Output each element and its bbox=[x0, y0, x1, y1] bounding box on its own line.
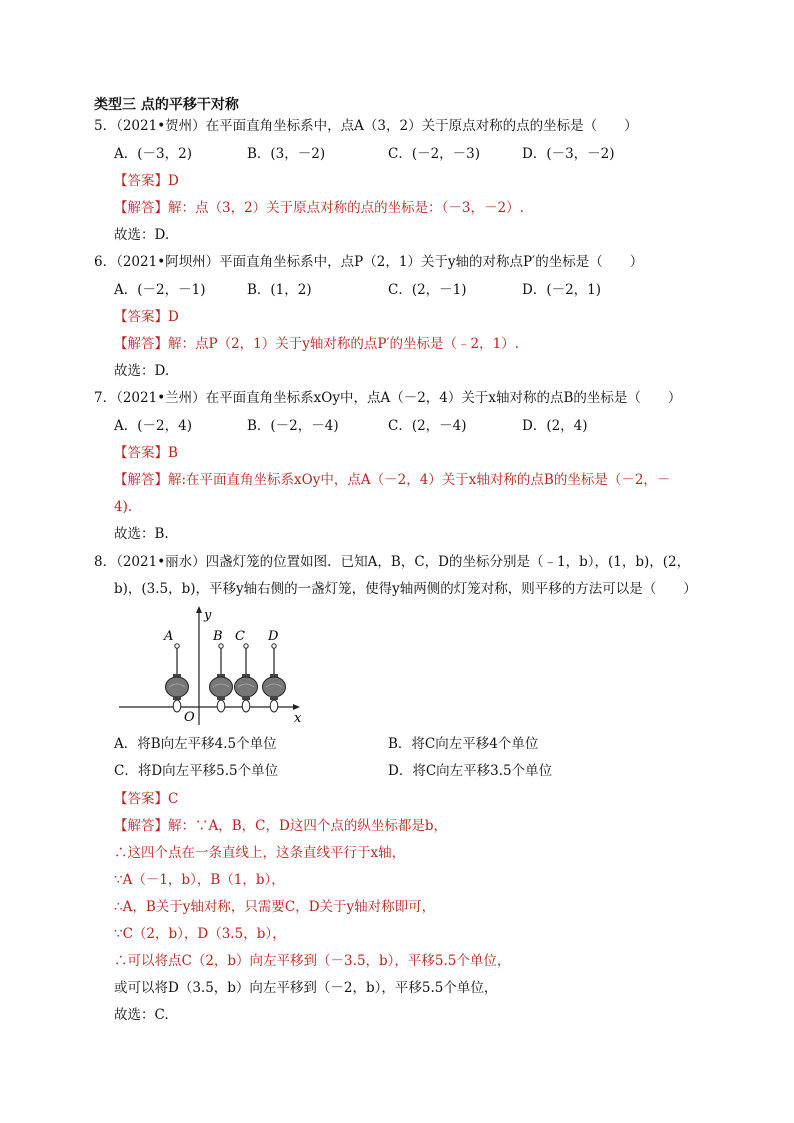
q8-solution-line-7: 或可以将D（3.5，b）向左平移到（－2，b），平移5.5个单位， bbox=[114, 980, 498, 996]
q6-option-b[interactable]: B．(1，2) bbox=[247, 282, 312, 298]
q7-option-c[interactable]: C．(2，－4) bbox=[388, 418, 467, 434]
question-8-stem-line-1: 8．（2021•丽水）四盏灯笼的位置如图．已知A，B，C，D的坐标分别是（﹣1，b），(1，b)，(2， bbox=[94, 554, 691, 570]
q7-solution-cont: 4). bbox=[114, 499, 133, 515]
q8-choose: 故选：C. bbox=[114, 1007, 169, 1023]
y-axis-arrow-icon bbox=[196, 606, 202, 613]
lantern-c bbox=[235, 644, 258, 712]
question-8-stem-line-2: b)，(3.5，b)，平移y轴右侧的一盏灯笼，使得y轴两侧的灯笼对称，则平移的方法可以是（ ） bbox=[114, 581, 697, 597]
q7-choose: 故选：B. bbox=[114, 526, 169, 542]
q7-option-d[interactable]: D．(2，4) bbox=[522, 418, 588, 434]
point-label-d: D bbox=[268, 629, 279, 644]
q6-option-a[interactable]: A．(－2，－1) bbox=[114, 282, 206, 298]
answer-tag: 【答案】 bbox=[114, 445, 168, 461]
lantern-figure bbox=[114, 600, 314, 730]
q7-solution bbox=[114, 471, 670, 489]
answer-tag: 【答案】 bbox=[114, 309, 168, 325]
lantern-b bbox=[210, 644, 233, 712]
q8-option-b[interactable]: B．将C向左平移4个单位 bbox=[388, 736, 539, 752]
q8-option-c[interactable]: C．将D向左平移5.5个单位 bbox=[114, 763, 279, 779]
x-axis-arrow-icon bbox=[293, 704, 300, 710]
answer-value: D bbox=[168, 309, 179, 325]
question-5-stem: 5．（2021•贺州）在平面直角坐标系中，点A（3，2）关于原点对称的点的坐标是（ ） bbox=[94, 118, 638, 134]
section-title: 类型三 点的平移干对称 bbox=[94, 97, 239, 113]
q7-option-b[interactable]: B．(－2，－4) bbox=[247, 418, 339, 434]
y-axis-label: y bbox=[204, 608, 212, 623]
origin-label: O bbox=[184, 710, 195, 725]
point-label-c: C bbox=[235, 629, 245, 644]
solution-line: 解：∵A，B，C，D这四个点的纵坐标都是b， bbox=[168, 818, 447, 834]
question-7-stem: 7．（2021•兰州）在平面直角坐标系xOy中，点A（－2，4）关于x轴对称的点B的坐标是（ ） bbox=[94, 390, 682, 406]
answer-value: C bbox=[168, 791, 179, 807]
x-axis-label: x bbox=[294, 711, 302, 726]
q6-option-c[interactable]: C．(2，－1) bbox=[388, 282, 467, 298]
solution-tag: 【解答】 bbox=[114, 818, 168, 834]
q8-solution-line-5: ∵C（2，b），D（3.5，b）， bbox=[114, 926, 286, 942]
q6-option-d[interactable]: D．(－2，1) bbox=[522, 282, 602, 298]
q7-answer bbox=[114, 444, 178, 462]
solution-line: 解:在平面直角坐标系xOy中，点A（－2，4）关于x轴对称的点B的坐标是（－2，－ bbox=[168, 472, 671, 488]
solution-tag: 【解答】 bbox=[114, 200, 168, 216]
answer-tag: 【答案】 bbox=[114, 791, 168, 807]
solution-line: 解：点P（2，1）关于y轴对称的点P′的坐标是（﹣2，1）. bbox=[168, 336, 520, 352]
q5-option-a[interactable]: A．(－3，2) bbox=[114, 146, 192, 162]
point-label-a: A bbox=[164, 629, 174, 644]
solution-tag: 【解答】 bbox=[114, 472, 168, 488]
q6-solution bbox=[114, 335, 519, 353]
q5-option-b[interactable]: B．(3，－2) bbox=[247, 146, 326, 162]
q5-answer bbox=[114, 172, 179, 190]
q6-choose: 故选：D. bbox=[114, 363, 170, 379]
q8-solution-line-2: ∴这四个点在一条直线上，这条直线平行于x轴， bbox=[114, 845, 406, 861]
q5-choose: 故选：D. bbox=[114, 227, 170, 243]
question-6-stem: 6．（2021•阿坝州）平面直角坐标系中，点P（2，1）关于y轴的对称点P′的坐标是（ ） bbox=[94, 254, 644, 270]
q8-option-a[interactable]: A．将B向左平移4.5个单位 bbox=[114, 736, 277, 752]
q8-solution bbox=[114, 817, 447, 835]
q8-solution-line-3: ∵A（－1，b），B（1，b）， bbox=[114, 872, 285, 888]
answer-value: D bbox=[168, 173, 179, 189]
point-label-b: B bbox=[213, 629, 223, 644]
lantern-a bbox=[166, 644, 189, 712]
answer-value: B bbox=[168, 445, 178, 461]
q8-solution-line-6: ∴可以将点C（2，b）向左平移到（－3.5，b），平移5.5个单位， bbox=[114, 953, 511, 969]
q6-answer bbox=[114, 308, 179, 326]
lantern-d bbox=[263, 644, 286, 712]
q7-option-a[interactable]: A．(－2，4) bbox=[114, 418, 192, 434]
solution-tag: 【解答】 bbox=[114, 336, 168, 352]
q5-option-c[interactable]: C．(－2，－3) bbox=[388, 146, 481, 162]
solution-line: 解：点（3，2）关于原点对称的点的坐标是：（－3，－2）. bbox=[168, 200, 524, 216]
q8-solution-line-4: ∴A，B关于y轴对称，只需要C，D关于y轴对称即可， bbox=[114, 899, 436, 915]
q5-solution bbox=[114, 199, 524, 217]
answer-tag: 【答案】 bbox=[114, 173, 168, 189]
q5-option-d[interactable]: D．(－3，－2) bbox=[522, 146, 615, 162]
q8-option-d[interactable]: D．将C向左平移3.5个单位 bbox=[388, 763, 553, 779]
q8-answer bbox=[114, 790, 178, 808]
